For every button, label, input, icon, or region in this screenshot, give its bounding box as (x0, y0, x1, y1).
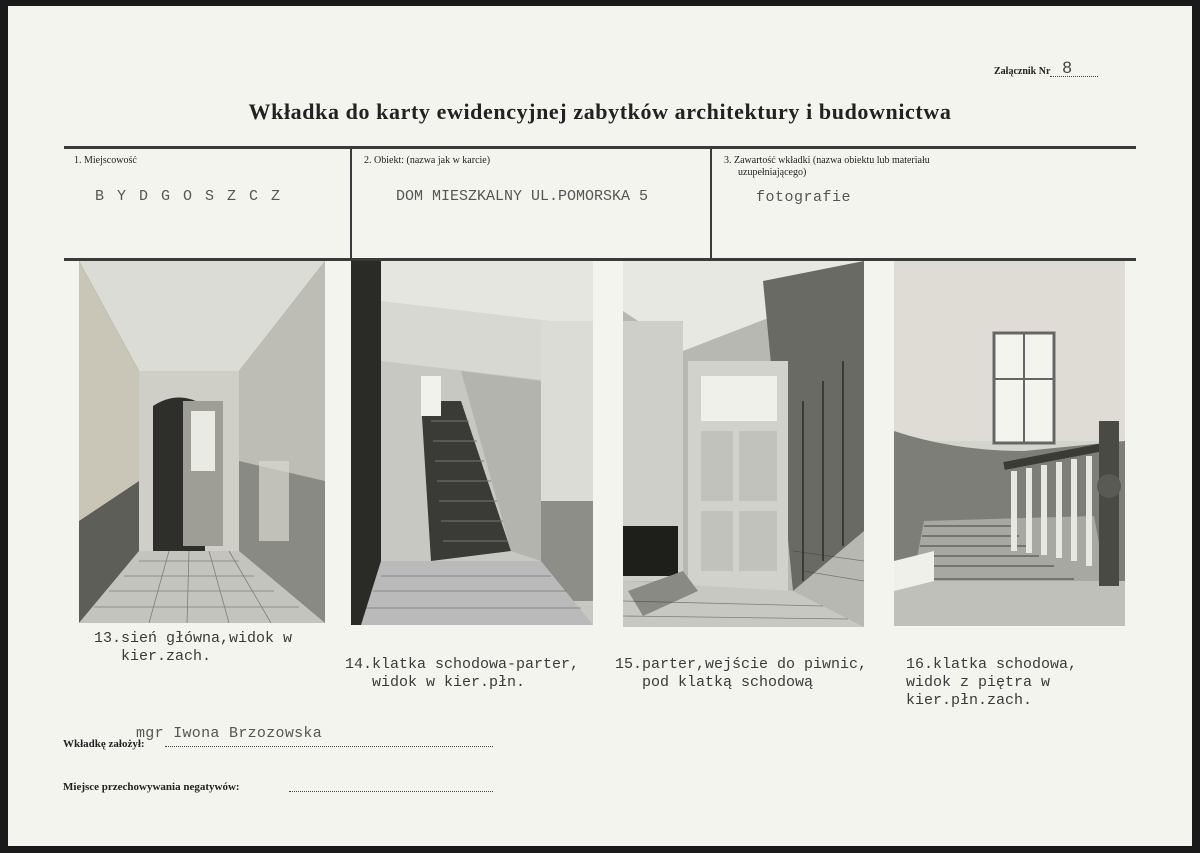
header-divider-2 (710, 148, 712, 258)
photo-14-staircase-ground-floor (351, 261, 593, 625)
field3-label-line2: uzupełniającego) (738, 167, 807, 178)
annex-number-field (1050, 58, 1098, 77)
photo-13-main-hallway (79, 261, 325, 623)
photo-14-caption: 14.klatka schodowa-parter, widok w kier.płn. (345, 656, 580, 691)
field3-label-line1: 3. Zawartość wkładki (nazwa obiektu lub materiału (724, 155, 930, 166)
field1-label: 1. Miejscowość (74, 155, 137, 166)
negatives-location-label: Miejsce przechowywania negatywów: (63, 781, 240, 793)
header-top-rule (64, 146, 1136, 149)
photo-15-cellar-entrance (623, 261, 864, 627)
header-divider-1 (350, 148, 352, 258)
author-name: mgr Iwona Brzozowska (136, 725, 323, 742)
author-dotted-line (165, 746, 493, 747)
document-title: Wkładka do karty ewidencyjnej zabytków architektury i budownictwa (248, 99, 952, 124)
author-label: Wkładkę założył: (63, 738, 145, 750)
photo-13-caption: 13.sień główna,widok w kier.zach. (94, 630, 293, 665)
photo-16-staircase-from-floor (894, 261, 1125, 626)
field3-value: fotografie (756, 189, 852, 206)
field1-value: B Y D G O S Z C Z (95, 188, 283, 205)
photo-15-caption: 15.parter,wejście do piwnic, pod klatką schodową (615, 656, 868, 691)
annex-number-value: 8 (1062, 58, 1072, 77)
field2-label: 2. Obiekt: (nazwa jak w karcie) (364, 155, 491, 166)
annex-label: Załącznik Nr (994, 66, 1051, 77)
negatives-location-dotted-line (289, 791, 493, 792)
photo-16-caption: 16.klatka schodowa, widok z piętra w kier.płn.zach. (906, 656, 1078, 709)
field2-value: DOM MIESZKALNY UL.POMORSKA 5 (396, 188, 649, 205)
annex-number (994, 58, 1098, 77)
